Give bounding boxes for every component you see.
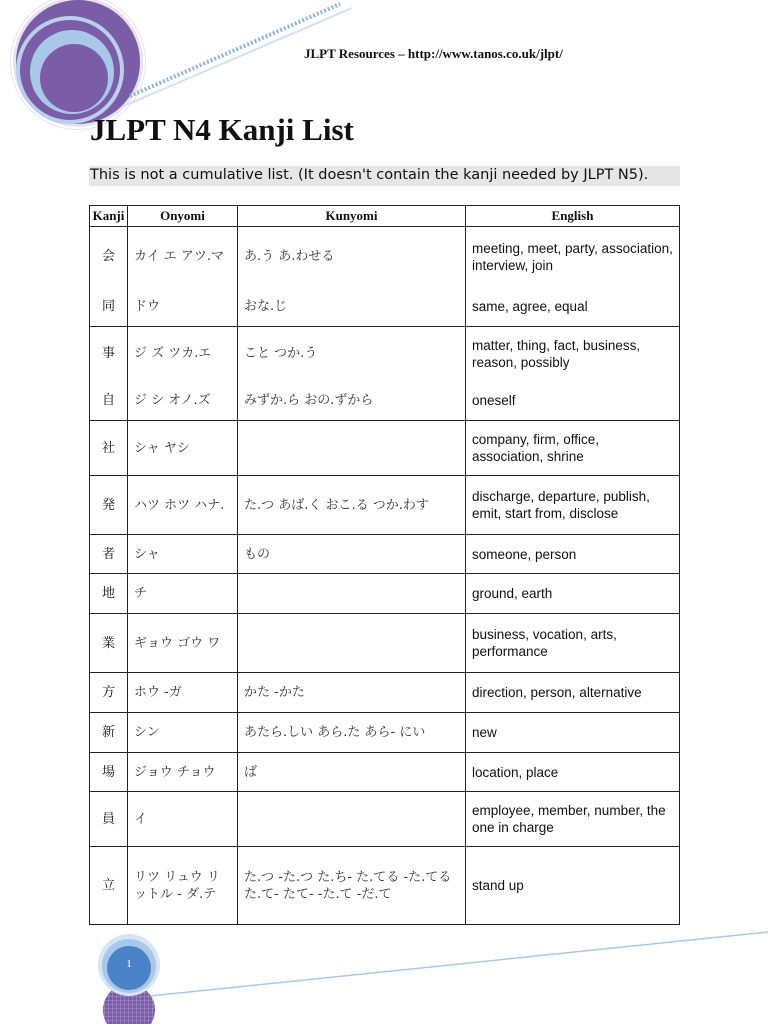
kunyomi-cell [238,421,466,476]
onyomi-cell: ジョウ チョウ [128,753,238,792]
kunyomi-cell: おな.じ [238,287,466,327]
kanji-cell: 同 [90,287,128,327]
kanji-cell: 方 [90,673,128,713]
onyomi-cell: ギョウ ゴウ ワ [128,614,238,673]
kanji-cell: 業 [90,614,128,673]
table-row [90,792,680,847]
onyomi-cell: シン [128,713,238,753]
kanji-cell: 立 [90,847,128,925]
table-row [90,713,680,753]
table-row [90,673,680,713]
kunyomi-cell: あたら.しい あら.た あら- にい [238,713,466,753]
table-row [90,227,680,287]
english-cell: meeting, meet, party, association, interview, join [466,227,680,287]
kanji-cell: 場 [90,753,128,792]
english-cell: stand up [466,847,680,925]
table-row [90,381,680,421]
kanji-cell: 者 [90,535,128,574]
footer-decoration [0,920,768,1024]
kunyomi-cell [238,574,466,614]
table-row [90,535,680,574]
page-subtitle: This is not a cumulative list. (It doesn't contain the kanji needed by JLPT N5). [90,167,649,183]
english-cell: ground, earth [466,574,680,614]
kanji-table [89,205,680,925]
table-row [90,476,680,535]
english-cell: employee, member, number, the one in charge [466,792,680,847]
kanji-cell: 社 [90,421,128,476]
english-cell: direction, person, alternative [466,673,680,713]
english-cell: company, firm, office, association, shrine [466,421,680,476]
kanji-cell: 事 [90,327,128,381]
kanji-cell: 自 [90,381,128,421]
kunyomi-cell: ば [238,753,466,792]
kunyomi-cell: かた -かた [238,673,466,713]
table-row [90,614,680,673]
column-header-english: English [466,206,680,227]
kunyomi-cell [238,792,466,847]
onyomi-cell: ホウ -ガ [128,673,238,713]
kanji-cell: 新 [90,713,128,753]
english-cell: new [466,713,680,753]
page-number: 1 [126,958,132,970]
english-cell: discharge, departure, publish, emit, start from, disclose [466,476,680,535]
kunyomi-cell: あ.う あ.わせる [238,227,466,287]
column-header-kunyomi: Kunyomi [238,206,466,227]
page-title: JLPT N4 Kanji List [90,112,354,147]
english-cell: matter, thing, fact, business, reason, possibly [466,327,680,381]
kunyomi-cell: みずか.ら おの.ずから [238,381,466,421]
kunyomi-cell: た.つ あば.く おこ.る つか.わす [238,476,466,535]
table-header-row [90,206,680,227]
onyomi-cell: ジ ズ ツカ.エ [128,327,238,381]
header-resource-link[interactable]: JLPT Resources – http://www.tanos.co.uk/jlpt/ [304,46,563,61]
onyomi-cell: ジ シ オノ.ズ [128,381,238,421]
kanji-cell: 会 [90,227,128,287]
table-row [90,574,680,614]
english-cell: someone, person [466,535,680,574]
onyomi-cell: シャ ヤシ [128,421,238,476]
column-header-kanji: Kanji [90,206,128,227]
onyomi-cell: カイ エ アツ.マ [128,227,238,287]
kunyomi-cell: た.つ -た.つ た.ち- た.てる -た.てる た.て- たて- -た.て -だ.て [238,847,466,925]
kunyomi-cell [238,614,466,673]
onyomi-cell: リツ リュウ リットル - ダ.テ [128,847,238,925]
column-header-onyomi: Onyomi [128,206,238,227]
table-row [90,753,680,792]
english-cell: oneself [466,381,680,421]
onyomi-cell: イ [128,792,238,847]
kanji-cell: 地 [90,574,128,614]
kunyomi-cell: もの [238,535,466,574]
english-cell: location, place [466,753,680,792]
table-row [90,287,680,327]
kanji-cell: 員 [90,792,128,847]
table-row [90,421,680,476]
onyomi-cell: ドウ [128,287,238,327]
onyomi-cell: シャ [128,535,238,574]
english-cell: same, agree, equal [466,287,680,327]
table-row [90,327,680,381]
table-row [90,847,680,925]
onyomi-cell: ハツ ホツ ハナ. [128,476,238,535]
onyomi-cell: チ [128,574,238,614]
english-cell: business, vocation, arts, performance [466,614,680,673]
kanji-cell: 発 [90,476,128,535]
kunyomi-cell: こと つか.う [238,327,466,381]
